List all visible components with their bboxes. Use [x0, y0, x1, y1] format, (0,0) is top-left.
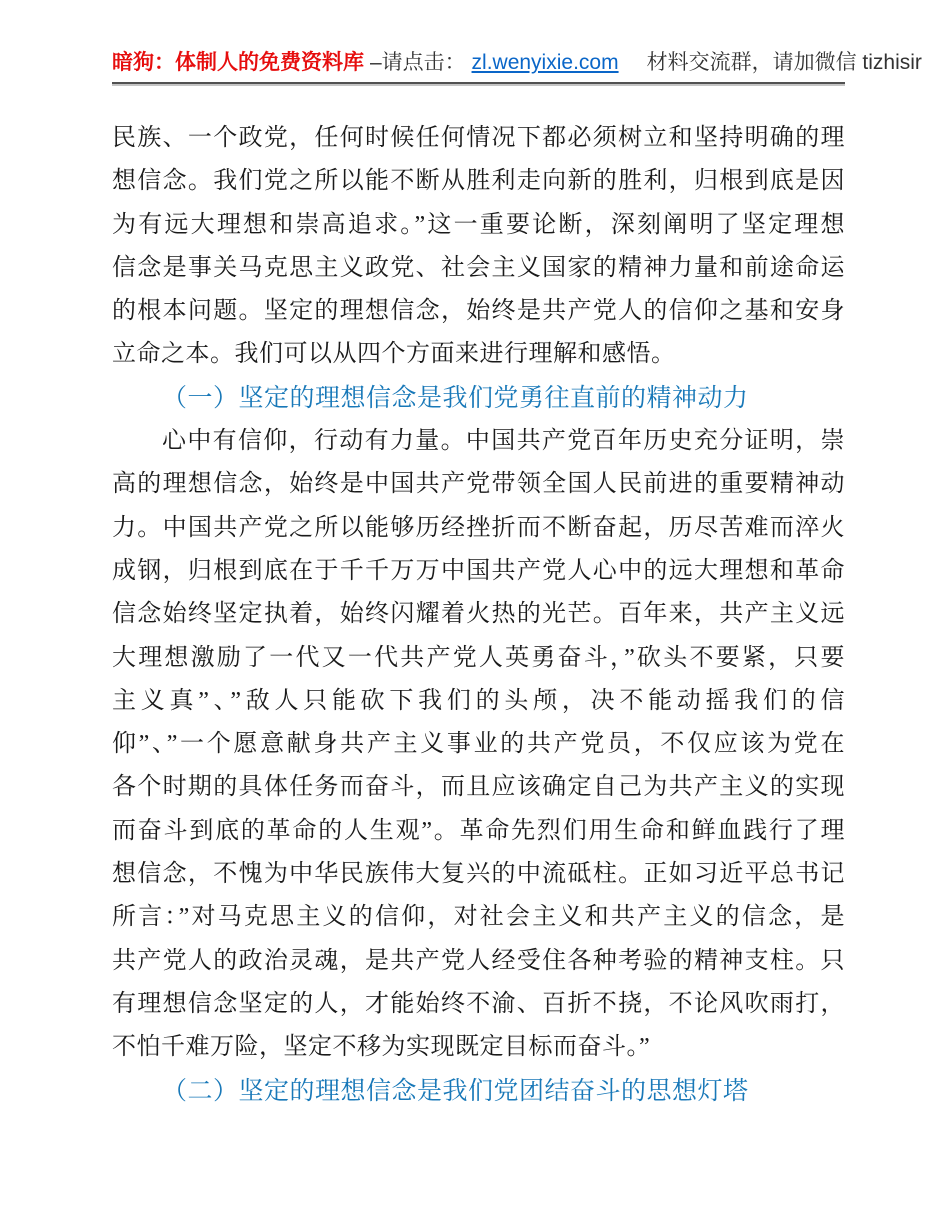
body-line: 而奋斗到底的革命的人生观”。革命先烈们用生命和鲜血践行了理 [112, 817, 845, 844]
body-line: 信念始终坚定执着，始终闪耀着火热的光芒。百年来，共产主义远 [112, 601, 845, 628]
body-line: 共产党人的政治灵魂，是共产党人经受住各种考验的精神支柱。只 [112, 947, 845, 974]
body-line: 为有远大理想和崇高追求。”这一重要论断，深刻阐明了坚定理想 [112, 211, 845, 238]
body-line: 想信念。我们党之所以能不断从胜利走向新的胜利，归根到底是因 [112, 168, 845, 195]
body-line: 力。中国共产党之所以能够历经挫折而不断奋起，历尽苦难而淬火 [112, 514, 845, 541]
section-heading: （二）坚定的理想信念是我们党团结奋斗的思想灯塔 [162, 1077, 749, 1105]
body-line: 不怕千难万险，坚定不移为实现既定目标而奋斗。” [112, 1034, 651, 1061]
header-divider [112, 82, 845, 84]
body-line: 想信念，不愧为中华民族伟大复兴的中流砥柱。正如习近平总书记 [112, 861, 845, 888]
body-line: 心中有信仰，行动有力量。中国共产党百年历史充分证明，崇 [162, 428, 845, 455]
body-line: 大理想激励了一代又一代共产党人英勇奋斗，”砍头不要紧，只要 [112, 644, 845, 671]
site-link[interactable]: zl.wenyixie.com [471, 51, 619, 74]
body-line: 所言：”对马克思主义的信仰，对社会主义和共产主义的信念，是 [112, 904, 845, 931]
body-line: 有理想信念坚定的人，才能始终不渝、百折不挠，不论风吹雨打， [112, 990, 845, 1017]
brand-label: 暗狗：体制人的免费资料库 [112, 51, 364, 74]
body-line: 高的理想信念，始终是中国共产党带领全国人民前进的重要精神动 [112, 471, 845, 498]
body-line: 立命之本。我们可以从四个方面来进行理解和感悟。 [112, 341, 676, 368]
body-line: 仰”、”一个愿意献身共产主义事业的共产党员，不仅应该为党在 [112, 731, 845, 758]
click-prompt: –请点击： [370, 51, 466, 74]
promo-header [112, 0, 922, 76]
body-line: 民族、一个政党，任何时候任何情况下都必须树立和坚持明确的理 [112, 125, 845, 151]
body-line: 信念是事关马克思主义政党、社会主义国家的精神力量和前途命运 [112, 254, 845, 281]
body-line: 各个时期的具体任务而奋斗，而且应该确定自己为共产主义的实现 [112, 774, 845, 801]
body-line: 成钢，归根到底在于千千万万中国共产党人心中的远大理想和革命 [112, 557, 845, 584]
body-line: 主义真”、”敌人只能砍下我们的头颅，决不能动摇我们的信 [112, 687, 845, 714]
body-line: 的根本问题。坚定的理想信念，始终是共产党人的信仰之基和安身 [112, 298, 845, 325]
section-heading: （一）坚定的理想信念是我们党勇往直前的精神动力 [162, 384, 749, 412]
wechat-group-note: 材料交流群，请加微信 tizhisir [646, 51, 922, 74]
document-body [112, 117, 845, 1113]
